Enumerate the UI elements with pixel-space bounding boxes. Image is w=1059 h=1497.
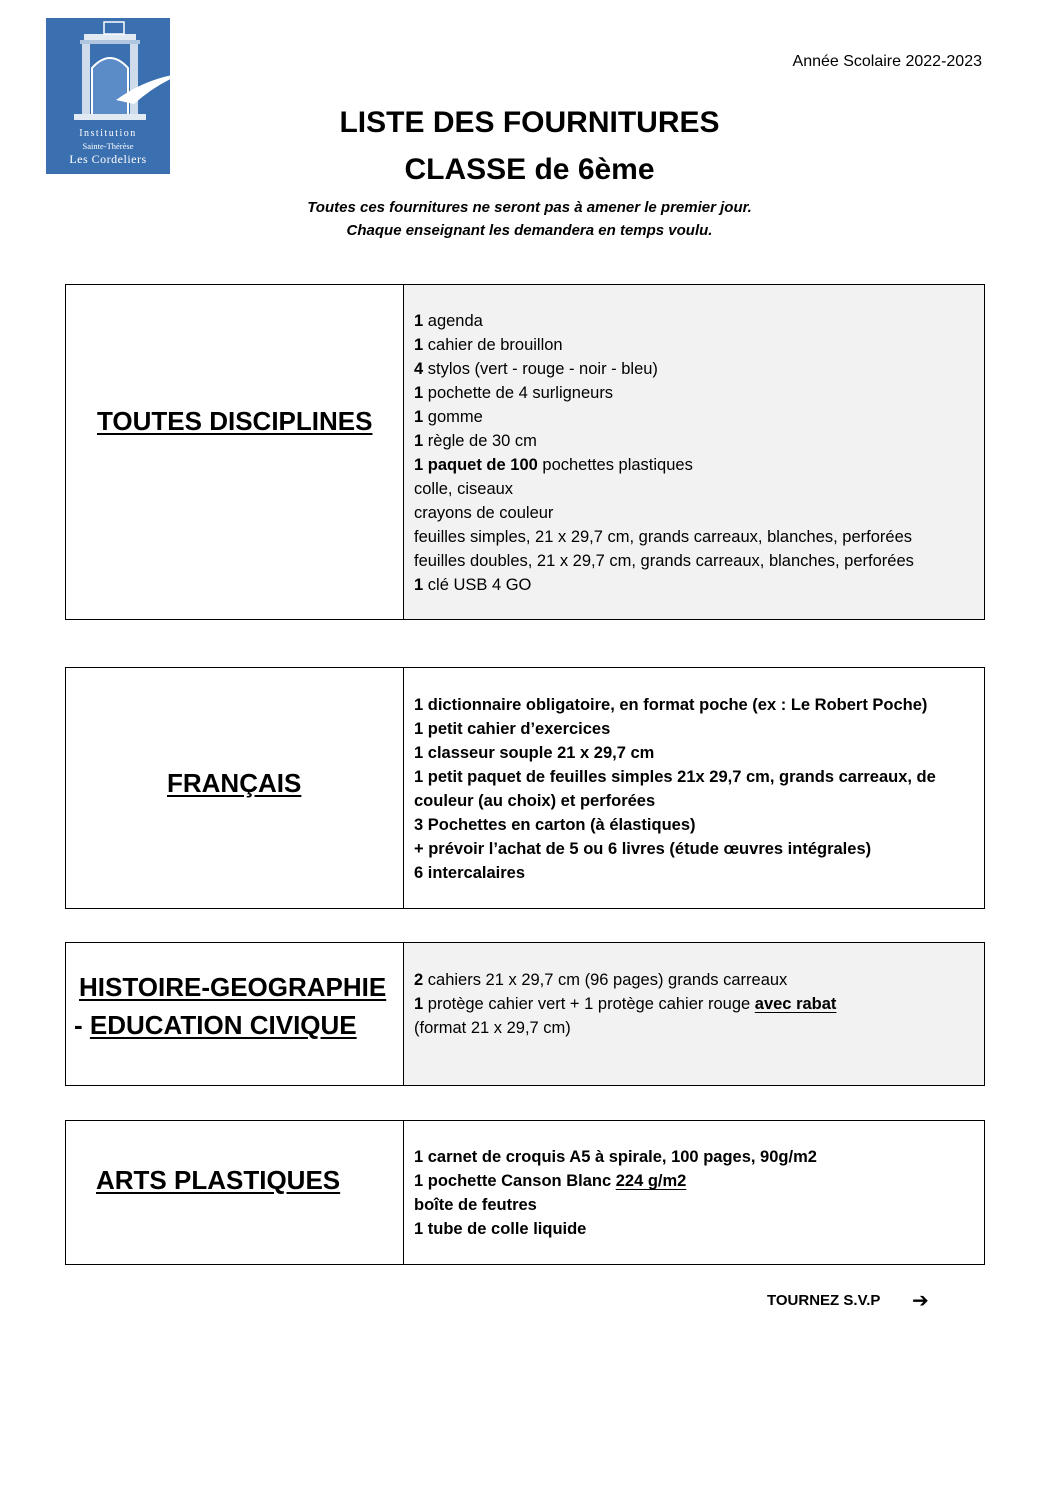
list-item: 1 paquet de 100 pochettes plastiques: [414, 456, 693, 474]
supply-list-francais: [404, 668, 984, 908]
school-logo: [46, 18, 170, 174]
list-item: 1 pochette Canson Blanc 224 g/m2: [414, 1172, 687, 1190]
list-item: 1 agenda: [414, 312, 483, 330]
section-subject-cell: [66, 285, 404, 619]
list-item: 1 tube de colle liquide: [414, 1220, 587, 1238]
list-item: 4 stylos (vert - rouge - noir - bleu): [414, 360, 658, 378]
list-item: 1 petit paquet de feuilles simples 21x 29,7 cm, grands carreaux, de: [414, 768, 936, 786]
list-item: 1 carnet de croquis A5 à spirale, 100 pages, 90g/m2: [414, 1148, 817, 1166]
section-subject-cell: [66, 1121, 404, 1264]
list-item: crayons de couleur: [414, 504, 554, 522]
section-arts-plastiques: [65, 1120, 985, 1265]
subject-histoire-geographie: HISTOIRE-GEOGRAPHIE: [79, 972, 387, 1002]
list-item: feuilles simples, 21 x 29,7 cm, grands carreaux, blanches, perforées: [414, 528, 912, 546]
logo-text-les-cordeliers: Les Cordeliers: [69, 152, 147, 166]
list-item: boîte de feutres: [414, 1196, 537, 1214]
subject-francais: FRANÇAIS: [167, 768, 302, 798]
subject-toutes-disciplines: TOUTES DISCIPLINES: [97, 406, 373, 436]
supply-list-arts: [404, 1121, 984, 1264]
list-item: 6 intercalaires: [414, 864, 525, 882]
supply-list-toutes: [404, 285, 984, 619]
page-title: LISTE DES FOURNITURES: [339, 106, 720, 139]
list-item: couleur (au choix) et perforées: [414, 792, 656, 810]
intro-note-line1: Toutes ces fournitures ne seront pas à amener le premier jour.: [307, 199, 752, 216]
list-item: 1 petit cahier d’exercices: [414, 720, 611, 738]
logo-text-institution: Institution: [79, 128, 137, 139]
list-item: (format 21 x 29,7 cm): [414, 1019, 571, 1037]
list-item: 1 cahier de brouillon: [414, 336, 563, 354]
list-item: 2 cahiers 21 x 29,7 cm (96 pages) grands carreaux: [414, 971, 788, 989]
list-item: 1 protège cahier vert + 1 protège cahier rouge avec rabat: [414, 995, 837, 1013]
school-year: Année Scolaire 2022-2023: [792, 53, 982, 70]
list-item: 1 clé USB 4 GO: [414, 576, 532, 594]
list-item: 1 règle de 30 cm: [414, 432, 537, 450]
list-item: + prévoir l’achat de 5 ou 6 livres (étude œuvres intégrales): [414, 840, 872, 858]
list-item: 3 Pochettes en carton (à élastiques): [414, 816, 696, 834]
list-item: colle, ciseaux: [414, 480, 514, 498]
turn-page-note: TOURNEZ S.V.P: [767, 1292, 881, 1309]
section-subject-cell: [66, 943, 404, 1085]
list-item: 1 dictionnaire obligatoire, en format poche (ex : Le Robert Poche): [414, 696, 928, 714]
page-subtitle: CLASSE de 6ème: [404, 153, 655, 186]
list-item: 1 gomme: [414, 408, 483, 426]
subject-education-civique: - EDUCATION CIVIQUE: [74, 1010, 357, 1040]
section-toutes-disciplines: [65, 284, 985, 620]
list-item: 1 classeur souple 21 x 29,7 cm: [414, 744, 655, 762]
supply-list-histoire: [404, 943, 984, 1085]
section-francais: [65, 667, 985, 909]
intro-note-line2: Chaque enseignant les demandera en temps voulu.: [346, 222, 713, 239]
section-subject-cell: [66, 668, 404, 908]
list-item: 1 pochette de 4 surligneurs: [414, 384, 614, 402]
arrow-right-icon: ➔: [912, 1290, 929, 1312]
list-item: feuilles doubles, 21 x 29,7 cm, grands carreaux, blanches, perforées: [414, 552, 914, 570]
subject-arts-plastiques: ARTS PLASTIQUES: [96, 1165, 341, 1195]
section-histoire-geographie: [65, 942, 985, 1086]
logo-text-sainte-therese: Sainte-Thérèse: [82, 141, 134, 151]
